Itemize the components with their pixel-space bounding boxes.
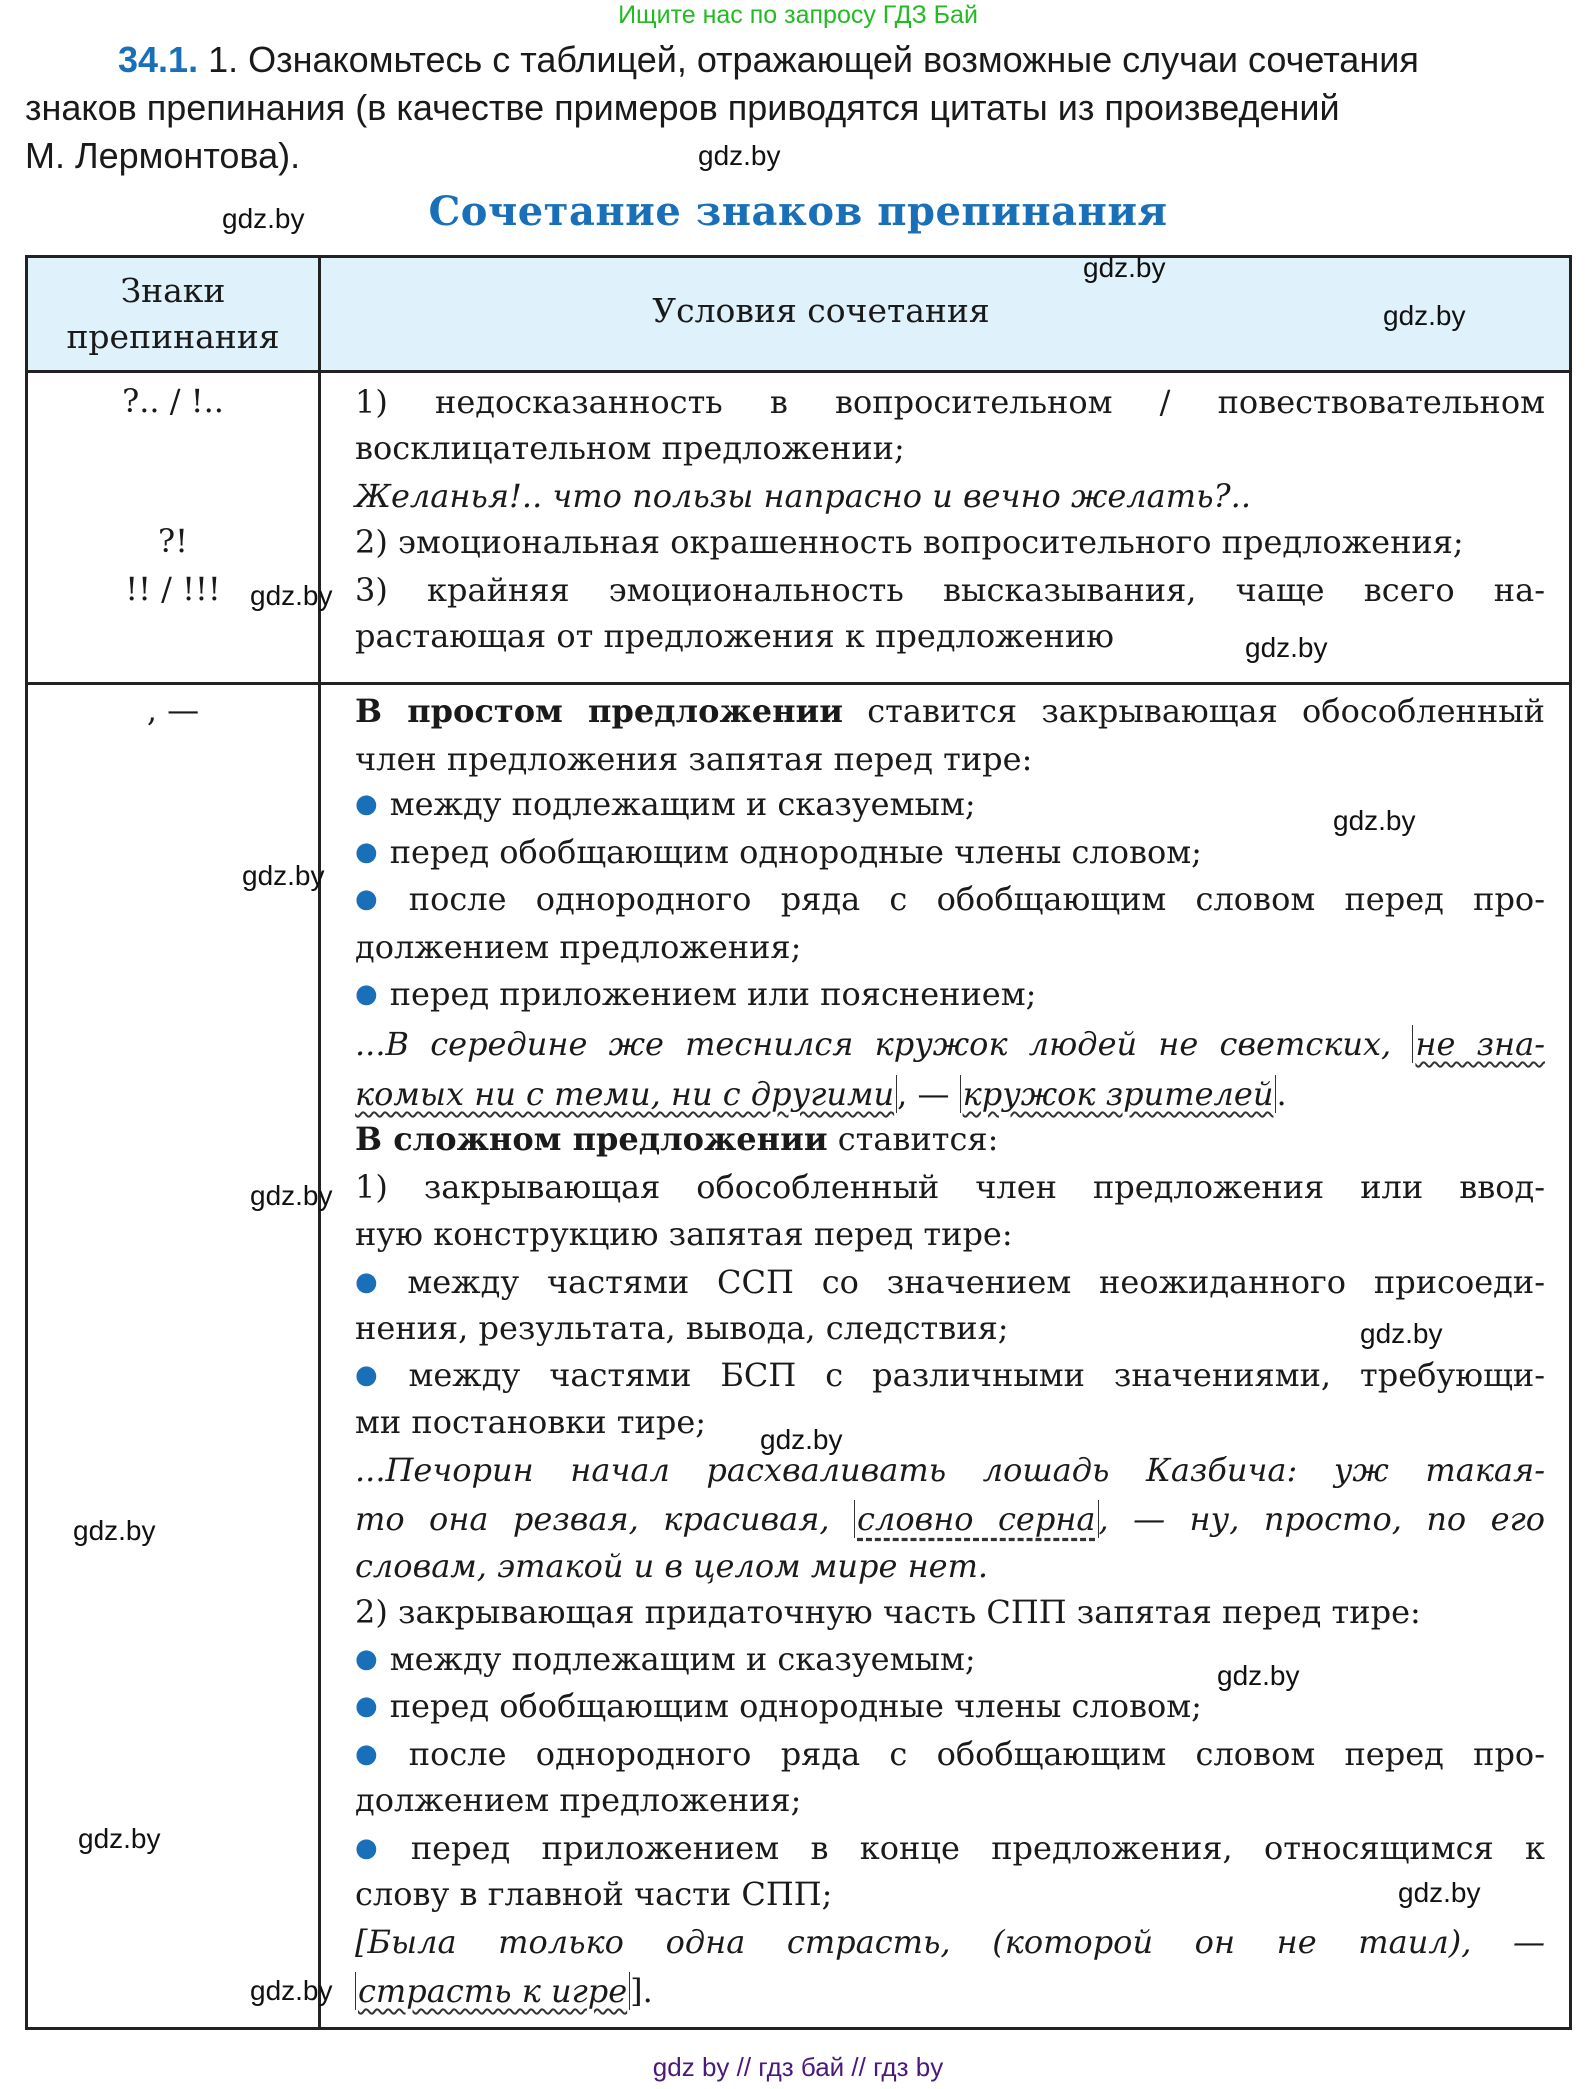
list-item: ● между подлежащим и сказуемым;: [355, 1640, 976, 1678]
row2-line: член предложения запятая перед тире:: [355, 740, 1033, 778]
example-1-cont: комых ни с теми, ни с другими, — кружок зрителей.: [355, 1075, 1287, 1113]
watermark: gdz.by: [250, 1975, 333, 2006]
list-item: ● между частями БСП с различными значениями, требующи-: [355, 1356, 1546, 1394]
bullet-icon: ●: [355, 837, 378, 867]
example-1: ...В середине же теснился кружок людей не светских, не зна-: [355, 1025, 1546, 1063]
row-divider: [28, 682, 1569, 685]
simple-heading: В простом предложении ставится закрывающая обособленный: [355, 692, 1546, 730]
example-2-cont: то она резвая, красивая, словно серна, — ну, просто, по его: [355, 1500, 1546, 1538]
list-item: ● между частями ССП со значением неожиданного присоеди-: [355, 1263, 1546, 1301]
watermark: gdz.by: [250, 580, 333, 611]
watermark: gdz.by: [1383, 300, 1466, 331]
row1-line: 2) эмоциональная окрашенность вопросительного предложения;: [355, 523, 1464, 561]
watermark: gdz.by: [760, 1424, 843, 1455]
column-divider: [318, 258, 321, 2027]
list-item: ● после однородного ряда с обобщающим словом перед про-: [355, 1735, 1545, 1773]
bullet-icon: ●: [355, 1644, 378, 1674]
watermark: gdz.by: [242, 860, 325, 891]
example-3: [Была только одна страсть, (которой он не таил), —: [355, 1923, 1545, 1961]
list-item: ● между подлежащим и сказуемым;: [355, 785, 976, 823]
sign-exclamations: !! / !!!: [125, 570, 221, 608]
exercise-line-3: М. Лермонтова).: [25, 135, 301, 176]
row2-line: должением предложения;: [355, 1781, 802, 1819]
list-item: ● перед приложением в конце предложения, относящимся к: [355, 1829, 1545, 1867]
table-title: Сочетание знаков препинания: [428, 188, 1168, 235]
list-item: ● перед обобщающим однородные члены словом;: [355, 1687, 1202, 1725]
row2-line: слову в главной части СПП;: [355, 1875, 833, 1913]
top-banner[interactable]: Ищите нас по запросу ГДЗ Бай: [618, 1, 978, 29]
watermark: gdz.by: [1217, 1660, 1300, 1691]
row1-line: растающая от предложения к предложению: [355, 617, 1114, 655]
bullet-icon: ●: [355, 884, 397, 914]
bullet-icon: ●: [355, 1267, 396, 1297]
exercise-line-1: 34.1. 1. Ознакомьтесь с таблицей, отражающей возможные случаи сочетания: [118, 39, 1419, 80]
row2-line: ную конструкцию запятая перед тире:: [355, 1215, 1013, 1253]
bullet-icon: ●: [355, 979, 378, 1009]
row1-example: Желанья!.. что пользы напрасно и вечно желать?..: [355, 477, 1252, 515]
row1-line: 1) недосказанность в вопросительном / повествовательном: [355, 383, 1545, 421]
watermark: gdz.by: [1398, 1877, 1481, 1908]
watermark: gdz.by: [1083, 252, 1166, 283]
row2-line: должением предложения;: [355, 928, 802, 966]
row2-line: ми постановки тире;: [355, 1403, 707, 1441]
bullet-icon: ●: [355, 1691, 378, 1721]
exercise-line-2: знаков препинания (в качестве примеров приводятся цитаты из произведений: [25, 87, 1340, 128]
sign-interrobang: ?!: [157, 522, 188, 560]
row1-line: восклицательном предложении;: [355, 429, 905, 467]
watermark: gdz.by: [1360, 1318, 1443, 1349]
footer-links[interactable]: gdz by // гдз бай // гдз by: [652, 2052, 944, 2082]
bullet-icon: ●: [355, 1833, 399, 1863]
watermark: gdz.by: [1333, 805, 1416, 836]
sign-comma-dash: , —: [146, 691, 200, 729]
sign-ellipsis: ?.. / !..: [122, 382, 224, 420]
list-item: ● после однородного ряда с обобщающим словом перед про-: [355, 880, 1545, 918]
bullet-icon: ●: [355, 1739, 397, 1769]
list-item: ● перед обобщающим однородные члены словом;: [355, 833, 1202, 871]
watermark: gdz.by: [1245, 632, 1328, 663]
exercise-number: 34.1.: [118, 39, 199, 80]
bullet-icon: ●: [355, 1360, 397, 1390]
complex-heading: В сложном предложении ставится:: [355, 1120, 999, 1158]
watermark: gdz.by: [73, 1515, 156, 1546]
list-item: ● перед приложением или пояснением;: [355, 975, 1037, 1013]
bullet-icon: ●: [355, 789, 378, 819]
row2-line: нения, результата, вывода, следствия;: [355, 1309, 1009, 1347]
example-2: ...Печорин начал расхваливать лошадь Казбича: уж такая-: [355, 1451, 1545, 1489]
watermark: gdz.by: [250, 1180, 333, 1211]
row2-line: 2) закрывающая придаточную часть СПП запятая перед тире:: [355, 1593, 1421, 1631]
row1-line: 3) крайняя эмоциональность высказывания, чаще всего на-: [355, 571, 1545, 609]
header-conditions: Условия сочетания: [652, 291, 990, 330]
watermark: gdz.by: [222, 203, 305, 234]
row2-line: 1) закрывающая обособленный член предложения или ввод-: [355, 1168, 1545, 1206]
watermark: gdz.by: [698, 140, 781, 171]
example-3-cont: страсть к игре].: [355, 1971, 653, 2011]
example-2-cont: словам, этакой и в целом мире нет.: [355, 1547, 989, 1585]
header-signs: Знаки препинания: [66, 271, 280, 356]
watermark: gdz.by: [78, 1823, 161, 1854]
